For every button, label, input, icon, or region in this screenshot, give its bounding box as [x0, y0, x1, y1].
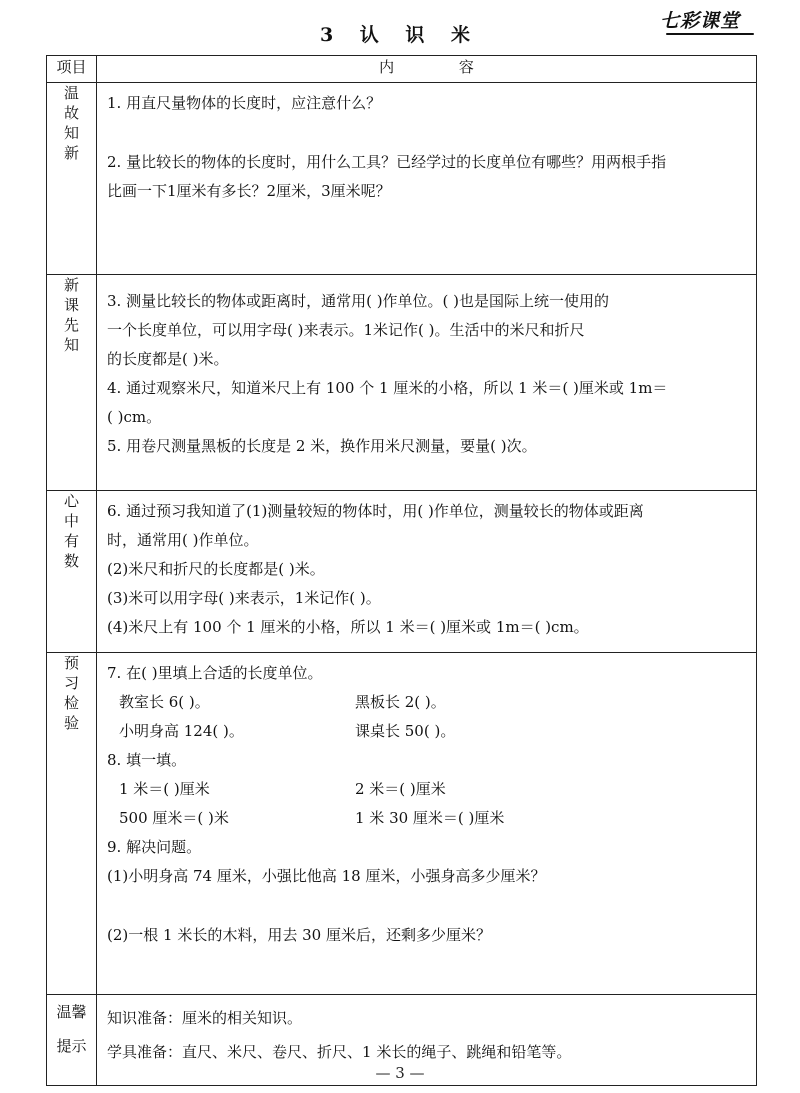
page-number: — 3 — — [375, 1064, 425, 1082]
section-label-new-lesson — [47, 275, 97, 491]
section-label-summary — [47, 491, 97, 653]
question-7-row-1 — [107, 688, 748, 717]
brand-logo-text: 七彩课堂 — [660, 10, 741, 32]
section-content-review — [97, 83, 757, 275]
tips-line-2: 学具准备：直尺、米尺、卷尺、折尺、1 米长的绳子、跳绳和铅笔等。 — [107, 1043, 572, 1061]
section-summary — [47, 491, 757, 653]
section-label-text: 心中有数 — [63, 492, 79, 570]
question-8: 8. 填一填。 — [107, 751, 187, 769]
question-3-line-1: 3. 测量比较长的物体或距离时，通常用( )作单位。( )也是国际上统一使用的 — [107, 292, 610, 310]
question-7-row-2 — [107, 717, 748, 746]
question-9-part-2: (2)一根 1 米长的木料，用去 30 厘米后，还剩多少厘米？ — [107, 926, 491, 944]
question-8-row-2 — [107, 804, 748, 833]
question-6-part-3: (3)米可以用字母( )来表示，1米记作( )。 — [107, 589, 381, 607]
question-6-line-2: 时，通常用( )作单位。 — [107, 531, 259, 549]
question-2-line-2: 比画一下1厘米有多长？2厘米，3厘米呢？ — [107, 182, 391, 200]
section-review — [47, 83, 757, 275]
section-label-text: 预习检验 — [63, 654, 79, 732]
brand-logo — [660, 6, 756, 36]
question-4-line-1: 4. 通过观察米尺，知道米尺上有 100 个 1 厘米的小格，所以 1 米＝( )厘米或 1m＝ — [107, 379, 668, 397]
table-header-row — [47, 56, 757, 83]
section-content-check — [97, 653, 757, 995]
section-content-summary — [97, 491, 757, 653]
question-7: 7. 在( )里填上合适的长度单位。 — [107, 664, 323, 682]
question-7-item-d: 课桌长 50( )。 — [355, 722, 456, 740]
brand-underline — [666, 33, 754, 35]
section-content-new-lesson — [97, 275, 757, 491]
question-3-line-3: 的长度都是( )米。 — [107, 350, 229, 368]
question-9: 9. 解决问题。 — [107, 838, 202, 856]
section-label-review — [47, 83, 97, 275]
question-4-line-2: ( )cm。 — [107, 408, 162, 426]
header-item: 项目 — [47, 56, 97, 83]
question-9-part-1: (1)小明身高 74 厘米，小强比他高 18 厘米，小强身高多少厘米？ — [107, 867, 546, 885]
question-8-item-b: 2 米＝( )厘米 — [355, 780, 446, 798]
question-5: 5. 用卷尺测量黑板的长度是 2 米，换作用米尺测量，要量( )次。 — [107, 437, 537, 455]
question-6-part-4: (4)米尺上有 100 个 1 厘米的小格，所以 1 米＝( )厘米或 1m＝( )cm。 — [107, 618, 589, 636]
section-check — [47, 653, 757, 995]
question-8-row-1 — [107, 775, 748, 804]
section-label-text: 新课先知 — [63, 276, 79, 354]
section-label-text: 温故知新 — [63, 84, 79, 162]
question-7-item-c: 小明身高 124( )。 — [119, 722, 244, 740]
section-label-text: 温馨提示 — [56, 1003, 87, 1055]
question-6-line-1: 6. 通过预习我知道了(1)测量较短的物体时，用( )作单位，测量较长的物体或距离 — [107, 502, 644, 520]
question-3-line-2: 一个长度单位，可以用字母( )来表示。1米记作( )。生活中的米尺和折尺 — [107, 321, 585, 339]
tips-line-1: 知识准备：厘米的相关知识。 — [107, 1009, 303, 1027]
section-new-lesson — [47, 275, 757, 491]
question-1: 1. 用直尺量物体的长度时，应注意什么？ — [107, 94, 382, 112]
question-7-item-a: 教室长 6( )。 — [119, 693, 210, 711]
header-content: 内 容 — [97, 56, 757, 83]
question-7-item-b: 黑板长 2( )。 — [355, 693, 446, 711]
question-2-line-1: 2. 量比较长的物体的长度时，用什么工具？已经学过的长度单位有哪些？用两根手指 — [107, 153, 667, 171]
question-8-item-c: 500 厘米＝( )米 — [119, 809, 229, 827]
page-title: 3 认 识 米 — [319, 24, 481, 46]
section-label-check — [47, 653, 97, 995]
worksheet-table — [46, 55, 757, 1086]
question-8-item-a: 1 米＝( )厘米 — [119, 780, 210, 798]
question-6-part-2: (2)米尺和折尺的长度都是( )米。 — [107, 560, 325, 578]
question-8-item-d: 1 米 30 厘米＝( )厘米 — [355, 809, 505, 827]
